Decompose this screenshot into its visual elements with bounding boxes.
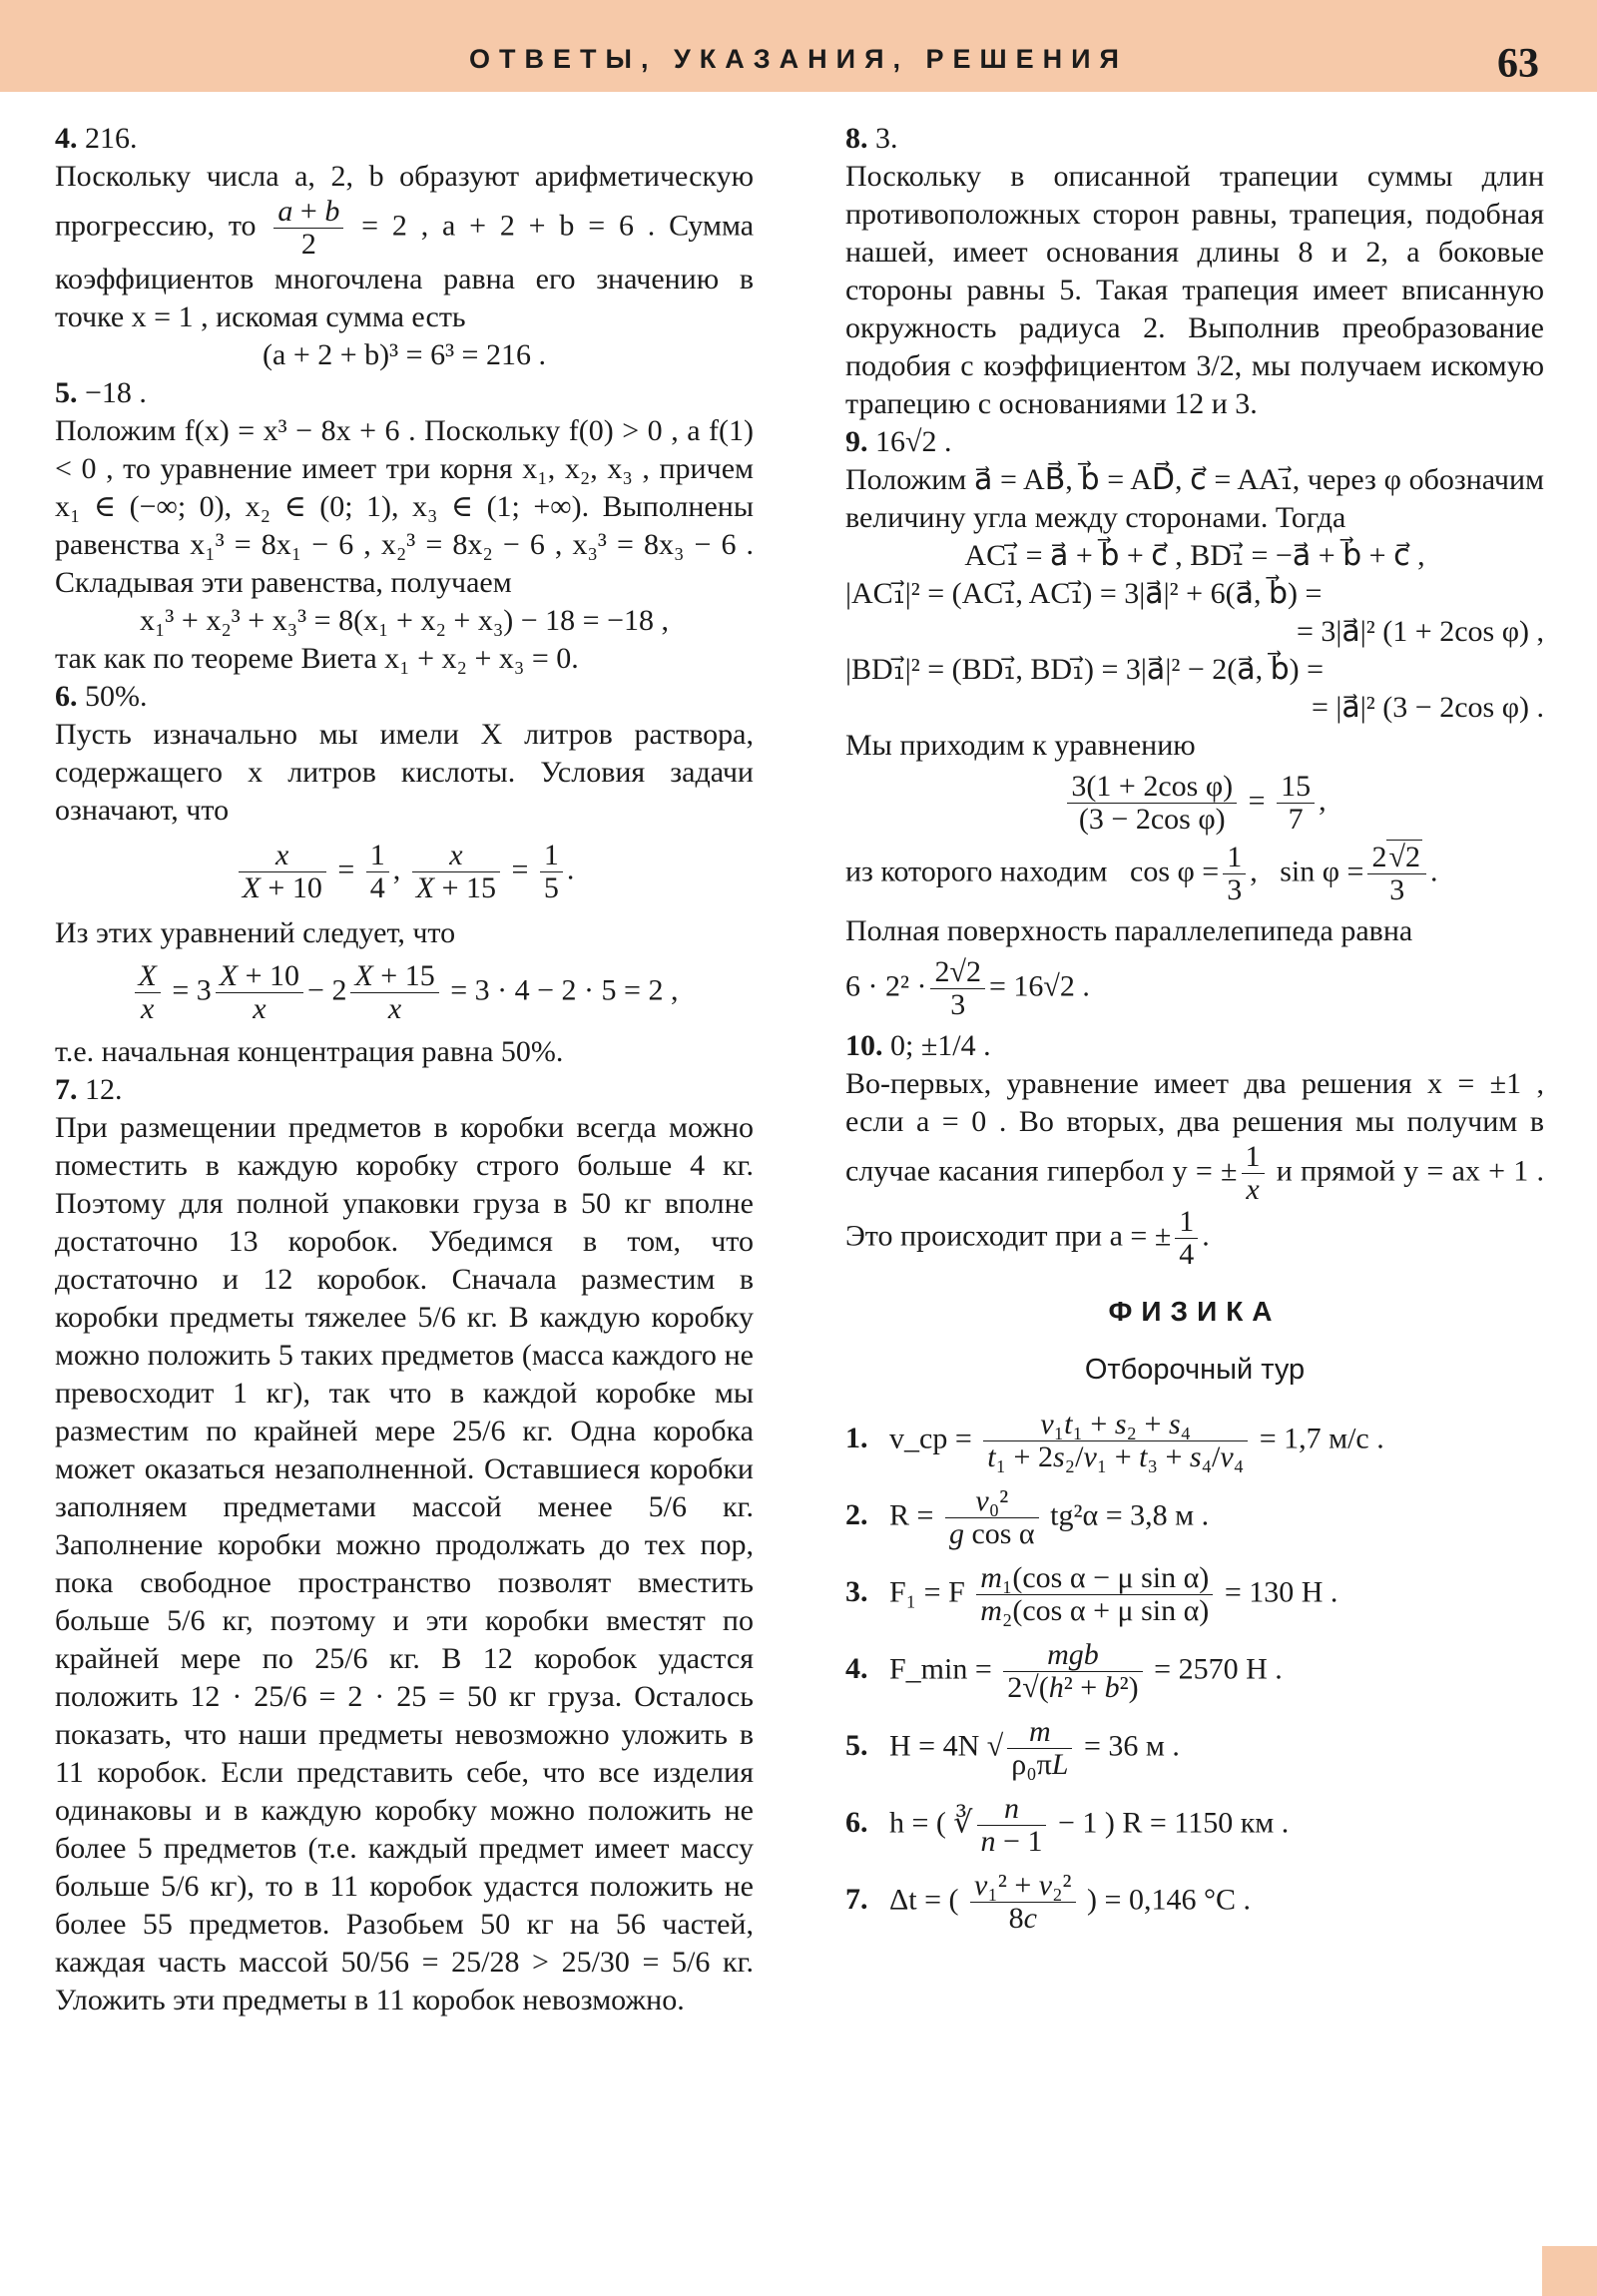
problem-4-equation: (a + 2 + b)³ = 6³ = 216 . (263, 338, 546, 371)
problem-5-equation: x₁³ + x₂³ + x₃³ = 8(x₁ + x₂ + x₃) − 18 = −18 , (139, 604, 670, 637)
physics-answer-5: 5. H = 4N √ $\frac{m}{\text{ρ₀πL}}$ = 36 м . (845, 1715, 1180, 1781)
physics-answer-1: 1. v_cp = $\frac{\text{v₁t₁ + s₂ + s₄}}{\text{t₁ + 2s₂/v₁ + t₃ + s₄/v₄}}$ = 1,7 м/с . (845, 1408, 1384, 1473)
problem-10-answer: 10. 0; ±1/4 . (845, 1029, 991, 1062)
left-column (55, 120, 754, 2019)
fraction-a-plus-b-over-2: $\frac{a + b}{2}$ (273, 196, 343, 261)
problem-9-bd1-line2: = |a⃗|² (3 − 2cos φ) . (1311, 691, 1544, 724)
page-number: 63 (1497, 41, 1539, 87)
physics-answer-6: 6. h = ( ∛ $\frac{n}{n - 1}$ − 1 ) R = 1150 км . (845, 1792, 1290, 1858)
problem-6-answer: 6. 50%. (55, 680, 148, 713)
problem-8-answer: 8. 3. (845, 122, 898, 155)
physics-section-subtitle: Отборочный тур (1084, 1354, 1306, 1386)
problem-9-trig: из которого находим cos φ = $\frac{1}{3}$ , sin φ = $\frac{2√2}{3}$ . (845, 841, 1438, 906)
problem-4-solution: Поскольку числа a, 2, b образуют арифметическую прогрессию, то $\frac{a + b}{2}$ = 2 , a + 2 + b = 6 . Сумма коэффициентов многочлена равна его значению в точке x = 1 , искомая сумма есть (55, 160, 755, 333)
problem-9-final: 6 · 2² · $\frac{2√2}{3}$ = 16√2 . (845, 955, 1090, 1021)
physics-answer-7: 7. Δt = ( $\frac{\text{v₁² + v₂²}}{8c}$ ) = 0,146 °С . (845, 1869, 1251, 1935)
physics-section-title: ФИЗИКА (1108, 1296, 1282, 1327)
problem-9-bd1-line1: |BD₁⃗|² = (BD₁⃗, BD₁⃗) = 3|a⃗|² − 2(a⃗, b⃗) = (845, 653, 1325, 686)
problem-10-solution: Во-первых, уравнение имеет два решения x = ±1 , если a = 0 . Во вторых, два решения мы получим в случае касания гипербол y = ± $\frac{1}{x}$ и прямой y = ax + 1 . Это происходит при a = ± $\frac{1}{4}$ . (845, 1067, 1545, 1271)
page-header-band (0, 0, 1597, 92)
problem-7-answer: 7. 12. (55, 1073, 123, 1106)
problem-6-text: Из этих уравнений следует, что (55, 916, 456, 949)
problem-5-solution: Положим f(x) = x³ − 8x + 6 . Поскольку f(0) > 0 , а f(1) < 0 , то уравнение имеет три корня x₁, x₂, x₃ , причем x₁ ∈ (−∞; 0), x₂ ∈ (0; 1), x₃ ∈ (1; +∞). Выполнены равенства x₁³ = 8x₁ − 6 , x₂³ = 8x₂ − 6 , x₃³ = 8x₃ − 6 . Складывая эти равенства, получаем (55, 414, 754, 599)
problem-8-solution: Поскольку в описанной трапеции суммы длин противоположных сторон равны, трапеция, подобная нашей, имеет основания длины 8 и 2, а боковые стороны равны 5. Такая трапеция имеет вписанную окружность радиуса 2. Выполнив преобразование подобия с коэффициентом 3/2, мы получаем искомую трапецию с основаниями 12 и 3. (845, 160, 1544, 420)
running-header-title: ОТВЕТЫ, УКАЗАНИЯ, РЕШЕНИЯ (469, 44, 1128, 74)
corner-tab (1542, 2246, 1597, 2296)
problem-9-vectors: AC₁⃗ = a⃗ + b⃗ + c⃗ , BD₁⃗ = −a⃗ + b⃗ + c⃗ , (964, 539, 1425, 572)
physics-answer-3: 3. F₁ = F $\frac{\text{m₁(cos α − μ sin α)}}{\text{m₂(cos α + μ sin α)}}$ = 130 Н . (845, 1561, 1338, 1627)
problem-4-answer: 4. 216. (55, 122, 138, 155)
right-column (845, 120, 1544, 1947)
problem-9-ac1-line2: = 3|a⃗|² (1 + 2cos φ) , (1296, 615, 1544, 648)
problem-6-solution: Пусть изначально мы имели X литров раствора, содержащего x литров кислоты. Условия задачи означают, что (55, 718, 754, 827)
problem-6-conclusion: т.е. начальная концентрация равна 50%. (55, 1035, 564, 1068)
problem-9-ac1-line1: |AC₁⃗|² = (AC₁⃗, AC₁⃗) = 3|a⃗|² + 6(a⃗, b⃗) = (845, 577, 1323, 610)
physics-answer-4: 4. F_min = $\frac{\text{mgb}}{\text{2√(h² + b²)}}$ = 2570 Н . (845, 1638, 1283, 1704)
problem-7-solution: При размещении предметов в коробки всегда можно поместить в каждую коробку строго больше 4 кг. Поэтому для полной упаковки груза в 50 кг вполне достаточно 13 коробок. Убедимся в том, что достаточно и 12 коробок. Сначала разместим в коробки предметы тяжелее 5/6 кг. В каждую коробку можно положить 5 таких предметов (масса каждого не превосходит 1 кг), так что в каждой коробке мы разместим по крайней мере 25/6 кг. Одна коробка может оказаться незаполненной. Оставшиеся коробки заполняем предметами массой менее 5/6 кг. Заполнение коробки можно продолжать до тех пор, пока свободное пространство позволят вместить больше 5/6 кг, поэтому и эти коробки вместят по крайней мере по 25/6 кг. В 12 коробок удастся положить 12 · 25/6 = 2 · 25 = 50 кг груза. Осталось показать, что наши предметы невозможно уложить в 11 коробок. Если представить себе, что все изделия одинаковы и в каждую коробку можно положить не более 5 предметов (т.е. каждый предмет имеет массу больше 5/6 кг), то в 11 коробок удастся положить не более 55 предметов. Разобьем 50 кг на 56 частей, каждая часть массой 50/56 = 25/28 > 25/30 = 5/6 кг. Уложить эти предметы в 11 коробок невозможно. (55, 1111, 754, 2016)
problem-6-equation: $\frac{X}{x}$ = 3 $\frac{X + 10}{x}$ − 2 $\frac{X + 15}{x}$ = 3 · 4 − 2 · 5 = 2 , (55, 960, 754, 1025)
problem-9-text2: Мы приходим к уравнению (845, 729, 1196, 762)
problem-9-text4: Полная поверхность параллелепипеда равна (845, 914, 1413, 947)
physics-answer-2: 2. R = $\frac{\text{v₀²}}{\text{g cos α}}$ tg²α = 3,8 м . (845, 1484, 1210, 1550)
problem-9-answer: 9. 16√2 . (845, 425, 952, 458)
problem-6-system: $\frac{x}{X + 10}$ = $\frac{1}{4}$ , $\frac{x}{X + 15}$ = $\frac{1}{5}$ . (55, 840, 754, 904)
problem-5-conclusion: так как по теореме Виета x₁ + x₂ + x₃ = 0. (55, 642, 579, 675)
problem-5-answer: 5. −18 . (55, 376, 147, 409)
problem-9-solution: Положим a⃗ = AB⃗, b⃗ = AD⃗, c⃗ = AA₁⃗, через φ обозначим величину угла между сторонами. Тогда (845, 463, 1544, 534)
problem-9-equation: $\frac{\text{3(1 + 2cos φ)}}{\text{(3 − 2cos φ)}}$ = $\frac{15}{7}$ , (845, 771, 1544, 836)
